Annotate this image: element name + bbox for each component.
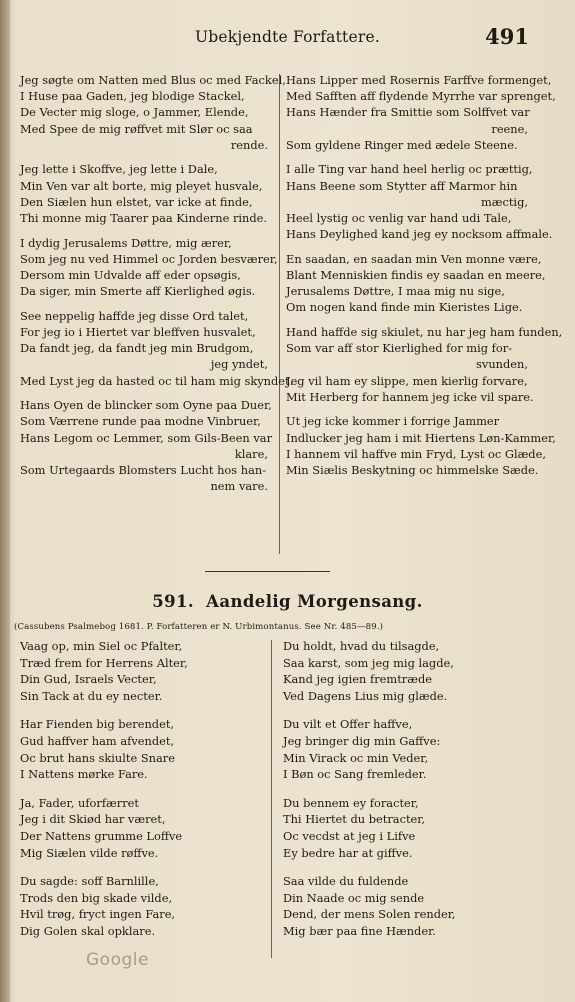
- verse-line: Ved Dagens Lius mig glæde.: [283, 688, 448, 703]
- stanza: [20, 716, 266, 782]
- verse-line: Som Urtegaards Blomsters Lucht hos han-: [20, 463, 267, 478]
- verse-line: I dydig Jerusalems Døttre, mig ærer,: [20, 235, 232, 250]
- stanza: [20, 308, 294, 389]
- verse-line: See neppelig haffde jeg disse Ord talet,: [20, 308, 249, 323]
- verse-line: Jeg i dit Skiød har været,: [20, 812, 166, 827]
- verse-line: Indlucker jeg ham i mit Hiertens Løn-Kammer,: [286, 430, 556, 445]
- verse-line: jeg yndet,: [210, 357, 268, 372]
- verse-line: Med Safften aff flydende Myrrhe var sprenget,: [286, 89, 556, 104]
- verse-line: klare,: [234, 446, 268, 461]
- stanza: [20, 795, 266, 861]
- stanza: [286, 324, 563, 405]
- verse-line: Saa vilde du fuldende: [283, 874, 409, 889]
- verse-line: I Huse paa Gaden, jeg blodige Stackel,: [20, 89, 245, 104]
- verse-line: Med Spee de mig røffvet mit Slør oc saa: [20, 121, 253, 136]
- verse-line: Min Ven var alt borte, mig pleyet husvale,: [20, 178, 263, 193]
- hymn-title: Aandelig Morgensang.: [206, 592, 423, 611]
- verse-line: Som gyldene Ringer med ædele Steene.: [286, 137, 518, 152]
- verse-line: Saa karst, som jeg mig lagde,: [283, 655, 454, 670]
- stanza: [20, 638, 266, 704]
- stanza: [286, 161, 553, 242]
- verse-line: Om nogen kand finde min Kieristes Lige.: [286, 300, 523, 315]
- verse-line: Dend, der mens Solen render,: [283, 907, 456, 922]
- verse-line: Hans Legom oc Lemmer, som Gils-Been var: [20, 430, 273, 445]
- verse-line: Mig bær paa fine Hænder.: [283, 923, 436, 938]
- verse-line: Hvil trøg, fryct ingen Fare,: [20, 907, 176, 922]
- stanza: [20, 235, 278, 300]
- hymn-source-note: (Cassubens Psalmebog 1681. P. Forfatteren er N. Urbimontanus. See Nr. 485—89.): [14, 622, 384, 632]
- verse-line: Ut jeg icke kommer i forrige Jammer: [286, 414, 500, 429]
- stanza: [286, 413, 556, 478]
- verse-line: Ja, Fader, uforfærret: [20, 795, 139, 810]
- verse-line: Mig Siælen vilde røffve.: [20, 845, 159, 860]
- stanza: [283, 873, 545, 939]
- verse-line: Ey bedre har at giffve.: [283, 845, 413, 860]
- running-header: Ubekjendte Forfattere.: [195, 28, 380, 46]
- verse-line: Sin Tack at du ey necter.: [20, 688, 163, 703]
- right-column: [286, 72, 563, 487]
- verse-line: En saadan, en saadan min Ven monne være,: [286, 251, 542, 266]
- stanza: [20, 161, 274, 226]
- verse-line: Jeg søgte om Natten med Blus oc med Fackel,: [20, 73, 286, 87]
- stanza: [283, 795, 545, 861]
- verse-line: Gud haffver ham afvendet,: [20, 733, 175, 748]
- verse-line: Din Gud, Israels Vecter,: [20, 672, 157, 687]
- verse-line: Træd frem for Herrens Alter,: [20, 655, 188, 670]
- verse-line: Der Nattens grumme Loffve: [20, 828, 183, 843]
- column-divider: [279, 74, 280, 554]
- verse-line: De Vecter mig sloge, o Jammer, Elende,: [20, 105, 249, 120]
- verse-line: Oc vecdst at jeg i Lifve: [283, 828, 416, 843]
- verse-line: Dersom min Udvalde aff eder opsøgis,: [20, 268, 241, 283]
- stanza: [20, 72, 286, 153]
- hymn-heading: [0, 592, 575, 611]
- page-number: 491: [485, 24, 529, 49]
- verse-line: Med Lyst jeg da hasted oc til ham mig skyndet.: [20, 373, 294, 388]
- verse-line: Som Værrene runde paa modne Vinbruer,: [20, 414, 261, 429]
- verse-line: Hand haffde sig skiulet, nu har jeg ham funden,: [286, 325, 563, 340]
- verse-line: Da fandt jeg, da fandt jeg min Brudgom,: [20, 341, 254, 356]
- verse-line: I alle Ting var hand heel herlig oc prættig,: [286, 162, 533, 177]
- verse-line: Du vilt et Offer haffve,: [283, 717, 413, 732]
- verse-line: Jeg vil ham ey slippe, men kierlig forvare,: [286, 373, 528, 388]
- verse-line: Min Siælis Beskytning oc himmelske Sæde.: [286, 463, 539, 478]
- section-rule: [205, 571, 330, 572]
- verse-line: Som var aff stor Kierlighed for mig for-: [286, 341, 512, 356]
- stanza: [20, 397, 274, 494]
- stanza: [286, 72, 556, 153]
- verse-line: Dig Golen skal opklare.: [20, 923, 156, 938]
- hymn-right-column: [283, 638, 545, 952]
- hymn-number: 591.: [152, 592, 195, 611]
- verse-line: mæctig,: [480, 194, 528, 209]
- hymn-left-column: [20, 638, 266, 952]
- verse-line: svunden,: [476, 357, 528, 372]
- stanza: [20, 873, 266, 939]
- verse-line: Har Fienden big berendet,: [20, 717, 175, 732]
- verse-line: rende.: [230, 137, 268, 152]
- verse-line: Jerusalems Døttre, I maa mig nu sige,: [286, 284, 505, 299]
- verse-line: Hans Deylighed kand jeg ey nocksom affmale.: [286, 227, 553, 242]
- verse-line: Oc brut hans skiulte Snare: [20, 750, 175, 765]
- verse-line: reene,: [491, 121, 528, 136]
- verse-line: Da siger, min Smerte aff Kierlighed øgis.: [20, 284, 256, 299]
- verse-line: Blant Menniskien findis ey saadan en meere,: [286, 268, 546, 283]
- stanza: [283, 716, 545, 782]
- verse-line: Trods den big skade vilde,: [20, 890, 173, 905]
- verse-line: Hans Lipper med Rosernis Farffve formenget,: [286, 73, 552, 87]
- verse-line: I Bøn oc Sang fremleder.: [283, 767, 427, 782]
- verse-line: Du bennem ey foracter,: [283, 795, 419, 810]
- verse-line: nem vare.: [210, 479, 268, 494]
- verse-line: Thi Hiertet du betracter,: [283, 812, 426, 827]
- book-spine: [0, 0, 10, 1002]
- left-column: [20, 72, 294, 503]
- verse-line: Din Naade oc mig sende: [283, 890, 425, 905]
- verse-line: Thi monne mig Taarer paa Kinderne rinde.: [20, 211, 268, 226]
- verse-line: Mit Herberg for hannem jeg icke vil spare.: [286, 389, 534, 404]
- verse-line: Jeg lette i Skoffve, jeg lette i Dale,: [20, 162, 218, 177]
- verse-line: For jeg io i Hiertet var bleffven husvalet,: [20, 325, 256, 340]
- verse-line: Jeg bringer dig min Gaffve:: [283, 733, 441, 748]
- verse-line: Som jeg nu ved Himmel oc Jorden besværer,: [20, 251, 278, 266]
- google-watermark: Google: [86, 950, 149, 970]
- verse-line: Vaag op, min Siel oc Pfalter,: [20, 639, 183, 653]
- verse-line: Du sagde: soff Barnlille,: [20, 874, 159, 889]
- stanza: [286, 251, 546, 316]
- verse-line: Du holdt, hvad du tilsagde,: [283, 639, 440, 653]
- hymn-column-divider: [271, 640, 272, 958]
- verse-line: Den Siælen hun elstet, var icke at finde,: [20, 194, 253, 209]
- verse-line: Min Virack oc min Veder,: [283, 750, 429, 765]
- verse-line: Kand jeg igien fremtræde: [283, 672, 432, 687]
- verse-line: Hans Beene som Stytter aff Marmor hin: [286, 178, 518, 193]
- stanza: [283, 638, 545, 704]
- verse-line: I hannem vil haffve min Fryd, Lyst oc Glæde,: [286, 446, 546, 461]
- verse-line: Hans Oyen de blincker som Oyne paa Duer,: [20, 398, 272, 413]
- verse-line: Hans Hænder fra Smittie som Solffvet var: [286, 105, 530, 120]
- verse-line: I Nattens mørke Fare.: [20, 767, 148, 782]
- verse-line: Heel lystig oc venlig var hand udi Tale,: [286, 211, 512, 226]
